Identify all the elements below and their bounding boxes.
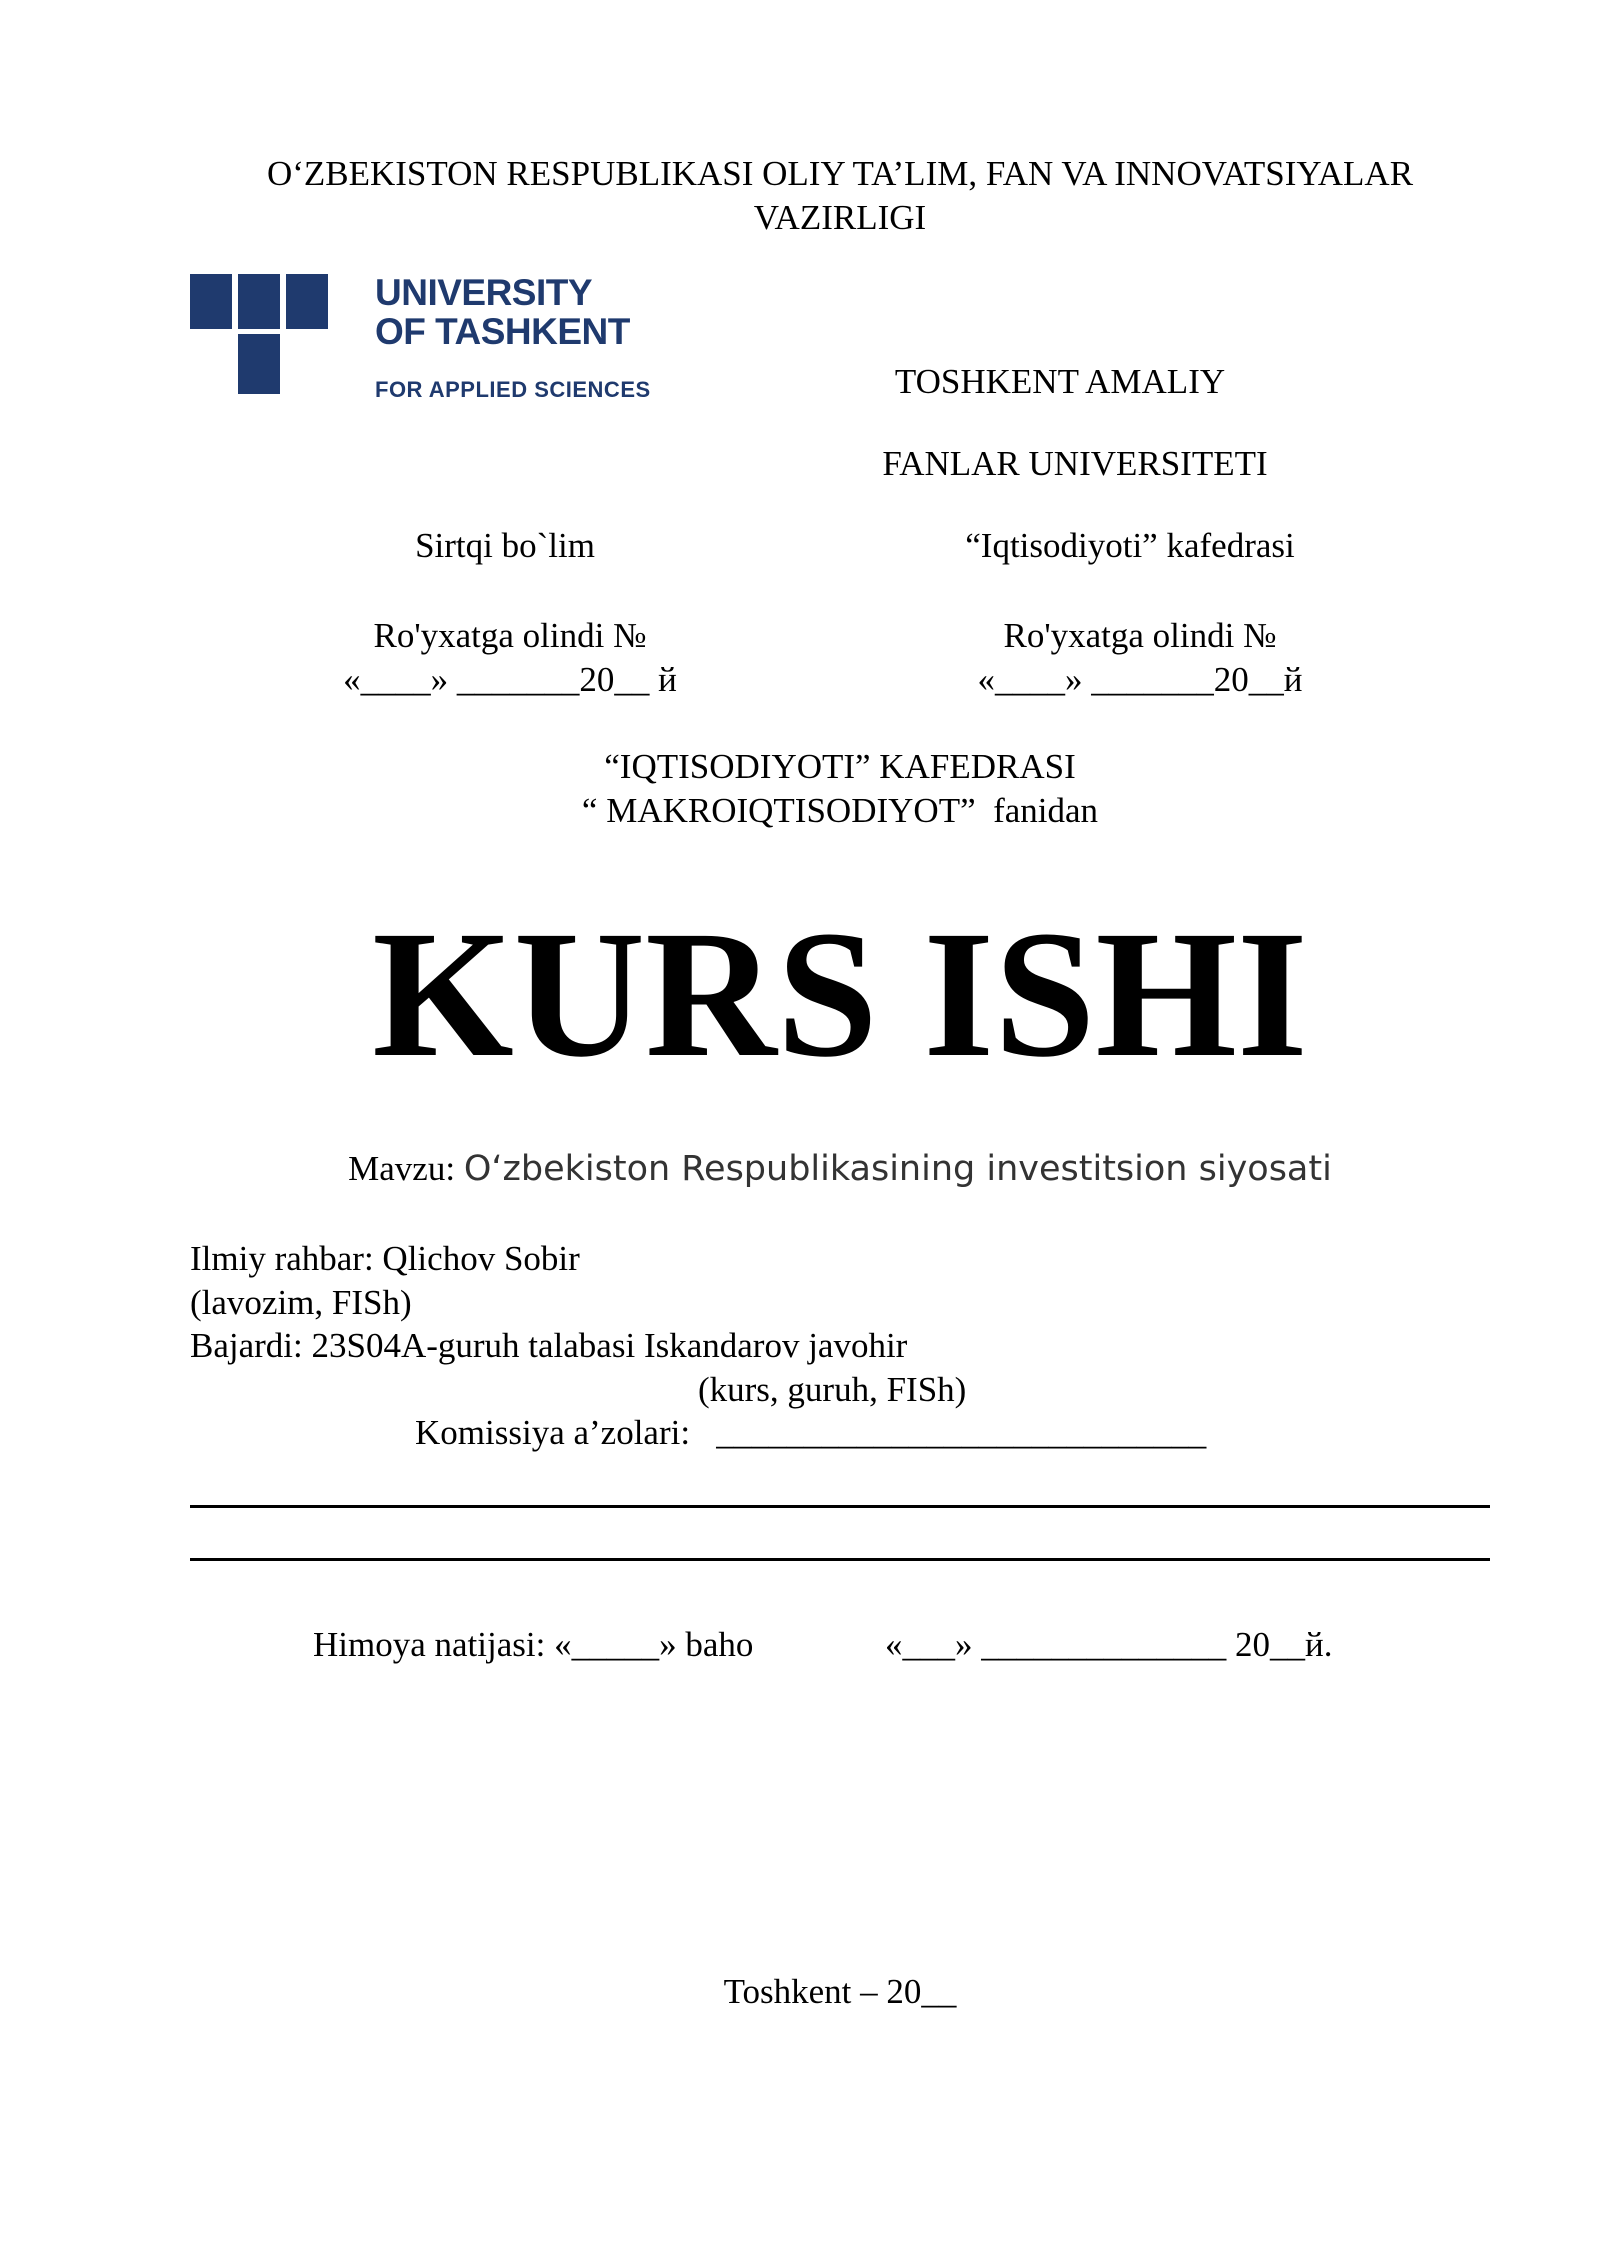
subject-block bbox=[400, 745, 1280, 833]
university-name-line-1: TOSHKENT AMALIY bbox=[894, 362, 1226, 401]
page-title: KURS ISHI bbox=[372, 894, 1308, 1095]
logo-square-2 bbox=[238, 274, 280, 329]
supervisor-line: Ilmiy rahbar: Qlichov Sobir bbox=[190, 1239, 580, 1278]
registration-right-line-2: «____» _______20__й bbox=[977, 660, 1303, 699]
city-year: Toshkent – 20__ bbox=[723, 1972, 957, 2011]
subject-line: “ MAKROIQTISODIYOT” fanidan bbox=[581, 791, 1099, 830]
logo-square-4 bbox=[238, 334, 280, 394]
department-left: Sirtqi bo`lim bbox=[415, 526, 595, 565]
performer-note: (kurs, guruh, FISh) bbox=[698, 1369, 967, 1409]
commission-line: Komissiya a’zolari: ____________________________ bbox=[415, 1413, 1207, 1452]
ministry-line-2: VAZIRLIGI bbox=[753, 198, 927, 237]
topic-value: O‘zbekiston Respublikasining investitsion siyosati bbox=[463, 1149, 1332, 1189]
logo-square-1 bbox=[190, 274, 232, 329]
topic-line bbox=[200, 1144, 1480, 1194]
ministry-header bbox=[150, 152, 1530, 240]
kafedra-line: “IQTISODIYOTI” KAFEDRASI bbox=[604, 747, 1076, 786]
registration-right bbox=[880, 614, 1400, 702]
university-name-line-2: FANLAR UNIVERSITETI bbox=[882, 444, 1268, 483]
topic-label: Mavzu: bbox=[348, 1149, 464, 1188]
logo-line-1: UNIVERSITY bbox=[375, 272, 593, 313]
supervisor-note: (lavozim, FISh) bbox=[190, 1282, 412, 1322]
logo-text bbox=[375, 274, 651, 402]
university-logo bbox=[190, 272, 651, 410]
defense-result: Himoya natijasi: «_____» baho bbox=[313, 1625, 754, 1664]
signature-rule-1 bbox=[190, 1505, 1490, 1508]
performer-line: Bajardi: 23S04A-guruh talabasi Iskandarov javohir bbox=[190, 1326, 908, 1365]
registration-left-line-1: Ro'yxatga olindi № bbox=[373, 616, 647, 655]
defense-date: «___» ______________ 20__й. bbox=[885, 1625, 1333, 1664]
department-right: “Iqtisodiyoti” kafedrasi bbox=[965, 526, 1295, 565]
ministry-line-1: O‘ZBEKISTON RESPUBLIKASI OLIY TA’LIM, FAN VA INNOVATSIYALAR bbox=[266, 154, 1414, 193]
logo-line-3: FOR APPLIED SCIENCES bbox=[375, 377, 651, 402]
info-block bbox=[190, 1237, 1490, 1455]
registration-left bbox=[250, 614, 770, 702]
registration-left-line-2: «____» _______20__ й bbox=[343, 660, 677, 699]
logo-line-2: OF TASHKENT bbox=[375, 311, 630, 352]
logo-square-3 bbox=[286, 274, 328, 329]
registration-right-line-1: Ro'yxatga olindi № bbox=[1003, 616, 1277, 655]
signature-rule-2 bbox=[190, 1558, 1490, 1561]
